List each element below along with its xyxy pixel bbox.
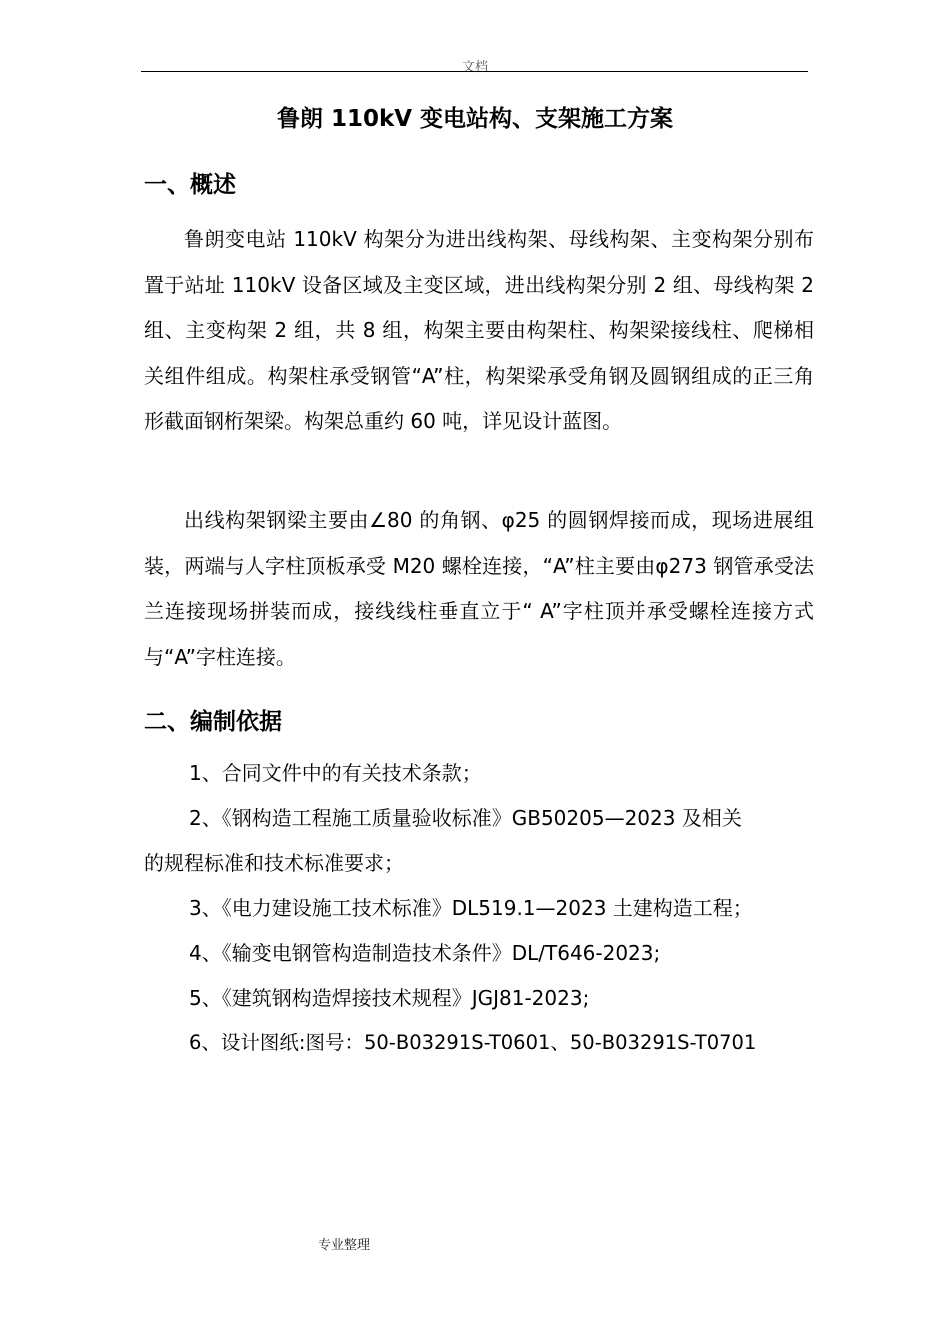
basis-item-6: 6、设计图纸:图号：50-B03291S-T0601、50-B03291S-T0701 — [189, 1031, 757, 1054]
header-divider — [141, 71, 808, 72]
basis-item-2-continuation: 的规程标准和技术标准要求； — [144, 851, 404, 875]
page-footer-label: 专业整理 — [318, 1238, 371, 1253]
section-heading-basis: 二、编制依据 — [144, 709, 282, 735]
overview-paragraph-2: 出线构架钢梁主要由∠80 的角钢、φ25 的圆钢焊接而成，现场进展组装，两端与人字柱顶板承受 M20 螺栓连接，“A”柱主要由φ273 钢管承受法兰连接现场拼装而成，接线线柱垂直立于“ A”字柱顶并承受螺栓连接方式与“A”字柱连接。 — [144, 508, 814, 669]
basis-item-2: 2、《钢构造工程施工质量验收标准》GB50205—2023 及相关 — [189, 806, 742, 830]
document-title: 鲁朗 110kV 变电站构、支架施工方案 — [276, 106, 674, 132]
section-heading-overview: 一、概述 — [144, 172, 236, 198]
basis-item-5: 5、《建筑钢构造焊接技术规程》JGJ81-2023; — [189, 986, 590, 1010]
basis-item-1: 1、合同文件中的有关技术条款； — [189, 761, 482, 785]
page-header-label: 文档 — [461, 60, 488, 75]
basis-item-4: 4、《输变电钢管构造制造技术条件》DL/T646-2023; — [189, 941, 661, 965]
basis-item-3: 3、《电力建设施工技术标准》DL519.1—2023 土建构造工程； — [189, 896, 753, 920]
overview-paragraph-1: 鲁朗变电站 110kV 构架分为进出线构架、母线构架、主变构架分别布置于站址 110kV 设备区域及主变区域，进出线构架分别 2 组、母线构架 2 组、主变构架 2 组，共 8 组，构架主要由构架柱、构架梁接线柱、爬梯相关组件组成。构架柱承受钢管“A”柱，构架梁承受角钢及圆钢组成的正三角形截面钢桁架梁。构架总重约 60 吨，详见设计蓝图。 — [144, 227, 814, 433]
